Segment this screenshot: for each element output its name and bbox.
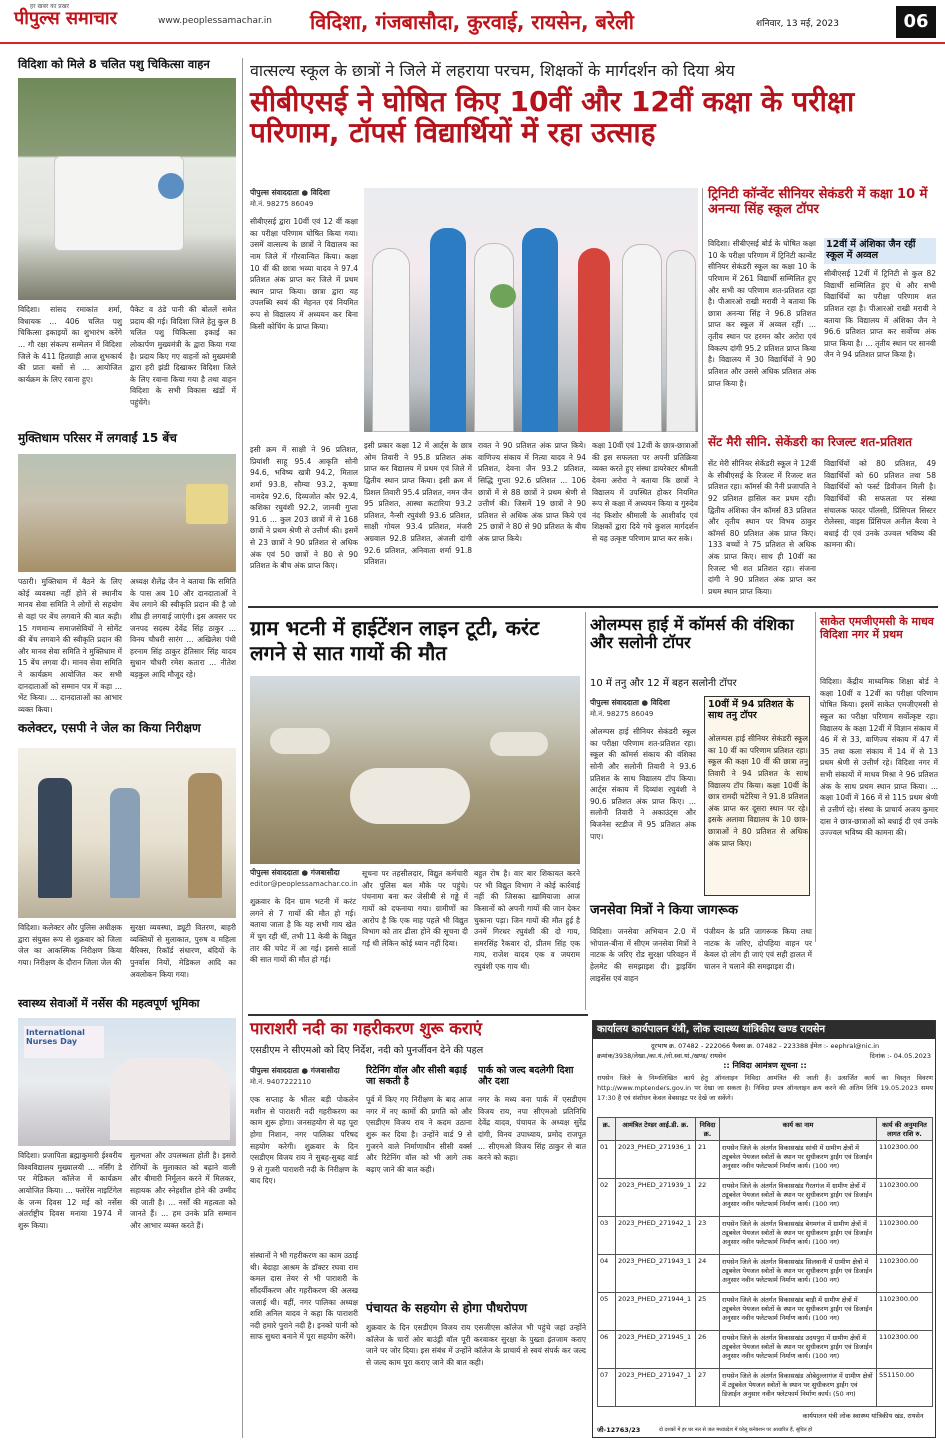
nurses-headline: स्वास्थ्य सेवाओं में नर्सेस की महत्वपूर्ण भूमिका <box>18 997 200 1010</box>
cell-tender-no: 21 <box>696 1141 720 1179</box>
tender-notice-text: रायसेन जिले के निम्नलिखित कार्य हेतु ऑनलाइन निविदा आमंत्रित की जाती हैं। उत्सर्जित कार्य का विस्तृत विवरण http://www.mptenders.gov.in पर देखा जा सकता है। निविदा प्रपत्र ऑनलाइन क्रय करने की अंतिम तिथि 19.05.2023 समय 17:30 है एवं संशोधन केवल वेबसाइट पर देखे जा सकेंगे। <box>597 1074 933 1103</box>
cell-work: रायसेन जिले के अंतर्गत विकासखंड बाड़ी में ग्रामीण क्षेत्रों में ट्यूबवेल पेयजल स्त्रोतों के स्थान पर सुधीकरण ड्राईंग एवं डिजाईन अनुसार नवीन फ्लेटफार्म निर्माण कार्य। (100 नग) <box>720 1293 877 1331</box>
tender-date: दिनांक :- 04.05.2023 <box>869 1052 931 1060</box>
cell-tender-id: 2023_PHED_271945_1 <box>616 1331 696 1369</box>
parashari-text-col1: एक सप्ताह के भीतर बड़ी पोकलेन मशीन से पाराशरी नदी गहरीकरण का काम शुरू होगा। जनसहयोग से यह पूरा होगा निशान, नगर पालिका परिषद सहयोग करेगी। शुक्रवार के दिन एसडीएम विजय राय ने सुबह-सुबह वार्ड 9 से गुजरी पाराशरी नदी के निरीक्षण के बाद दिए। <box>250 1095 358 1186</box>
main-text-col1: सीबीएसई द्वारा 10वीं एवं 12 वीं कक्षा का परीक्षा परिणाम घोषित किया गया। उसमें वात्सल्य के छात्रों ने विद्यालय का नाम जिले में गौरवान्वित किया। कक्षा 10 वीं की छात्रा भव्या यादव ने 97.4 प्रतिशत अंक प्राप्त कर जिले में प्रथम स्थान प्राप्त किया। छात्रा द्वारा यह उपलब्धि स्वयं की मेहनत एवं नियमित रूप से विद्यालय में अध्ययन कर बिना किसी कोचिंग के प्राप्त किया। <box>250 217 358 331</box>
tender-signature: कार्यपालन यंत्री लोक स्वास्थ्य यांत्रिकीय खंड, रायसेन <box>802 1412 924 1420</box>
issue-date: शनिवार, 13 मई, 2023 <box>756 19 839 29</box>
left-column-rule <box>242 58 243 1438</box>
tender-footer-code: जी-12763/23 <box>597 1426 641 1434</box>
main-byline: पीपुल्स संवाददाता ● विदिशा <box>250 188 330 197</box>
cattle-text-col2: सूचना पर तहसीलदार, विद्युत कर्मचारी और पुलिस बल मौके पर पहुंचे। पंचनामा बना कर जेसीबी से गड्ढे में गायों को दफनाया गया। ग्रामीणों का आरोप है कि एक माह पहले भी विद्युत विभाग को तार ढीला होने की सूचना दी गई थी लेकिन कोई ध्यान नहीं दिया। <box>362 869 468 948</box>
col-header: कार्य की अनुमानित लागत राशि रु. <box>877 1118 933 1141</box>
stmary-text-right: विद्यार्थियों को 80 प्रतिशत, 49 विद्यार्थियों को 60 प्रतिशत तथा 58 विद्यार्थियों को फर्स्ट डिवीजन मिली है। विद्यार्थियों की सफलता पर संस्था संचालक फादर पॉलसी, प्रिंसिपल सिस्टर रोलेस्सा, वाइस प्रिंसिपल अनील बैरवा ने बधाई दी एवं उनके उज्वल भविष्य की कामना की। <box>824 459 936 550</box>
cattle-byline: पीपुल्स संवाददाता ● गंजबासौदा <box>250 868 340 877</box>
left-column <box>18 58 236 1440</box>
masthead-tagline: हर खबर का प्रखर <box>30 3 70 10</box>
cell-tender-no: 24 <box>696 1255 720 1293</box>
olympus-sub-headline: 10 में तनु और 12 में बहन सलोनी टॉपर <box>590 678 737 689</box>
col-header: आमंत्रित टेण्डर आई.डी. क्र. <box>616 1118 696 1141</box>
newspaper-logo: पीपुल्स समाचार <box>14 8 117 29</box>
main-text-col4: रावत ने 90 प्रतिशत अंक प्राप्त किये। वाणिज्य संकाय में नित्या यादव ने 94 प्रतिशत, देवना जैन 93.2 प्रतिशत, सिद्धि गुप्ता 92.6 प्रतिशत ... 106 छात्रों में से 88 छात्रों ने प्रथम श्रेणी से उत्तीर्ण की। जिसमें 19 छात्रों ने 90 प्रतिशत से अधिक अंक प्राप्त किये एवं 25 छात्रों ने 80 से 90 प्रतिशत के बीच अंक प्राप्त किये। <box>478 441 586 543</box>
cell-cost: 1102300.00 <box>877 1293 933 1331</box>
col-header: कार्य का नाम <box>720 1118 877 1141</box>
student-figure <box>522 228 558 432</box>
olympus-text: ओलम्पस हाई सीनियर सेकंडरी स्कूल का परीक्षा परिणाम शत-प्रतिशत रहा। स्कूल की कॉमर्स संकाय की वंशिका सोनी और सलोनी तिवारी ने 93.6 प्रतिशत के साथ विद्यालय टॉप किया। आर्ट्स संकाय में दिव्यांश रघुवंशी ने 90.6 प्रतिशत अंक प्राप्त किए। ... सलोनी तिवारी ने अकाउंट्स और बिजनेस स्टडीज में 95 प्रतिशत अंक पाए। <box>590 727 696 841</box>
tender-notice-title: :: निविदा आमंत्रण सूचना :: <box>723 1061 807 1070</box>
tender-notice <box>592 1020 936 1438</box>
olympus-box <box>704 696 810 896</box>
trinity-rule <box>702 188 703 594</box>
olympus-mobile: मो.नं. 98275 86049 <box>590 710 654 718</box>
cell-tender-no: 22 <box>696 1179 720 1217</box>
table-row <box>598 1255 933 1293</box>
cell-tender-id: 2023_PHED_271939_1 <box>616 1179 696 1217</box>
parashari-text-col2: संस्थानों ने भी गहरीकरण का काम उठाई थी। बेदाहा आश्रम के डॉक्टर रघवा राम कमल दास तेयर से भी पाराशरी के सौंदर्यीकरण और गहरीकरण की अलख जलाई थी। वहीं, नगर पालिका अध्यक्ष शशि अनिल यादव ने कहा कि पाराशरी नदी हमारे पुराने नदी है। इनको पानी को साफ सुथरा बनाने में पूरा सहयोग करेंगे। <box>250 1251 358 1342</box>
officer-figure <box>110 788 140 898</box>
cell-cost: 551150.00 <box>877 1369 933 1407</box>
cell-tender-no: 26 <box>696 1331 720 1369</box>
trinity-headline: ट्रिनिटी कॉन्वेंट सीनियर सेकंडरी में कक्षा 10 में अनन्या सिंह स्कूल टॉपर <box>708 187 928 217</box>
parashari-sub1-title: रिटेनिंग वॉल और सीसी बढ़ाई जा सकती है <box>366 1065 467 1087</box>
tender-title: कार्यालय कार्यपालन यंत्री, लोक स्वास्थ्य यांत्रिकीय खण्ड रायसेन <box>593 1021 935 1039</box>
jansewa-headline: जनसेवा मित्रों ने किया जागरूक <box>590 903 738 918</box>
section-rule-2 <box>248 1014 588 1016</box>
cell-tender-id: 2023_PHED_271947_1 <box>616 1369 696 1407</box>
vehicle-shape <box>54 156 184 251</box>
cell-sno: 01 <box>598 1141 616 1179</box>
nurses-group <box>110 1058 230 1140</box>
stmary-headline: सेंट मैरी सीनि. सेकेंडरी का रिजल्ट शत-प्रतिशत <box>708 435 913 449</box>
cell-sno: 07 <box>598 1369 616 1407</box>
parashari-sub3-text: शुक्रवार के दिन एसडीएम विजय राय एसजीएस कॉलेज भी पहुंचे जहां उन्होंने कॉलेज के चारों ओर बाउंड्री वॉल पूरी करवाकर सुरक्षा के पुख्ता इंतजाम कराए जाने पर जोर दिया। इस संबंध में उन्होंने कॉलेज के प्राचार्य से स्वयं संपर्क कर जल्द से जल्द काम पूरा कराए जाने की बात कही। <box>366 1323 586 1367</box>
officer-figure <box>188 773 222 898</box>
parashari-sub-headline: एसडीएम ने सीएमओ को दिए निर्देश, नदी को पुनर्जीवन देने की पहल <box>250 1045 484 1056</box>
cell-sno: 05 <box>598 1293 616 1331</box>
parashari-byline: पीपुल्स संवाददाता ● गंजबासौदा <box>250 1066 340 1075</box>
section-cities: विदिशा, गंजबासौदा, कुरवाई, रायसेन, बरेली <box>310 10 634 34</box>
cell-tender-id: 2023_PHED_271936_1 <box>616 1141 696 1179</box>
cell-work: रायसेन जिले के अंतर्गत विकासखंड सांची में ग्रामीण क्षेत्रों में ट्यूबवेल पेयजल स्त्रोतों के स्थान पर सुधीकरण ड्राईंग एवं डिजाईन अनुसार नवीन फ्लेटफार्म निर्माण कार्य। (100 नग) <box>720 1141 877 1179</box>
tender-footer-slogan: दो दशकों में हर घर नल से जल मध्यप्रदेश में घरेलू कनेक्शन पर आधारित हैं, सूचित हो <box>659 1427 813 1433</box>
mukti-photo <box>18 454 236 572</box>
tender-table <box>597 1117 933 1407</box>
nun-figure <box>474 243 514 432</box>
cattle-headline: ग्राम भटनी में हाईटेंशन लाइन टूटी, करंट लगने से सात गायों की मौत <box>250 616 540 665</box>
nun-figure <box>372 248 410 432</box>
olympus-byline: पीपुल्स संवाददाता ● विदिशा <box>590 698 670 707</box>
nun-figure <box>666 250 696 432</box>
vehicles-photo <box>18 78 236 300</box>
cell-work: रायसेन जिले के अंतर्गत विकासखंड गैरतगंज में ग्रामीण क्षेत्रों में ट्यूबवेल पेयजल स्त्रोतों के स्थान पर सुधीकरण ड्राईंग एवं डिजाईन अनुसार नवीन फ्लेटफार्म निर्माण कार्य। (100 नग) <box>720 1179 877 1217</box>
trinity-text-left: विदिशा। सीबीएसई बोर्ड के घोषित कक्षा 10 के परीक्षा परिणाम में ट्रिनिटी कान्वेंट सीनियर सेकंडरी स्कूल का कक्षा 10 के परिणाम में 261 विद्यार्थी सम्मिलित हुए और सभी का परिणाम शत-प्रतिशत रहा है। पीआरओ राखी मरावी ने बताया कि छात्रा अनन्या सिंह ने 96.8 प्रतिशत प्राप्त कर स्कूल में अव्वल रहीं। ... तृतीय स्थान पर हरमन कौर अरोरा एवं विकल्प दांगी 95.2 प्रतिशत प्राप्त किया है। विद्यालय में 30 विद्यार्थियों ने 90 प्रतिशत और उससे अधिक प्रतिशत अंक प्राप्त किया है। <box>708 239 816 388</box>
page-number: 06 <box>896 6 936 38</box>
cell-cost: 1102300.00 <box>877 1217 933 1255</box>
saket-headline: साकेत एमजीएमसी के माधव विदिशा नगर में प्रथम <box>820 615 934 641</box>
main-kicker: वात्सल्य स्कूल के छात्रों ने जिले में लहराया परचम, शिक्षकों के मार्गदर्शन को दिया श्रेय <box>250 61 735 80</box>
trinity-text-right: सीबीएसई 12वीं में ट्रिनिटी से कुल 82 विद्यार्थी सम्मिलित हुए थे और सभी विद्यार्थियों का परीक्षा परिणाम शत प्रतिशत रहा है। पीआरओ राखी मरावी ने बताया कि विद्यालय में अंशिका जैन ने 96.6 प्रतिशत प्राप्त कर सर्वोच्च अंक प्राप्त किया है। ... तृतीय स्थान पर सानवी जैन ने 94 प्रतिशत प्राप्त किया है। <box>824 269 936 360</box>
parashari-sub3-title: पंचायत के सहयोग से होगा पौधरोपण <box>366 1301 528 1315</box>
table-row <box>598 1293 933 1331</box>
tender-contact: दूरभाष क्र. 07482 - 222066 फैक्स क्र. 07482 - 223388 ईमेल :- eephral@nic.in <box>650 1042 880 1050</box>
cell-cost: 1102300.00 <box>877 1255 933 1293</box>
cattle-rule <box>585 612 586 1010</box>
jansewa-text-right: पंजीयन के प्रति जागरूक किया तथा नाटक के जरिए, दोपहिया वाहन पर केवल दो लोग ही जाएं एवं सही हालत में चालन ने चलाने की समझाइश दी। <box>704 927 812 971</box>
cell-work: रायसेन जिले के अंतर्गत विकासखंड उदयपुरा में ग्रामीण क्षेत्रों में ट्यूबवेल पेयजल स्त्रोतों के स्थान पर सुधीकरण ड्राईंग एवं डिजाईन अनुसार नवीन फ्लेटफार्म निर्माण कार्य। (100 नग) <box>720 1331 877 1369</box>
vehicle-logo <box>158 173 184 199</box>
col-header: निविदा क्र. <box>696 1118 720 1141</box>
cell-cost: 1102300.00 <box>877 1179 933 1217</box>
olympus-box-text: ओलम्पस हाई सीनियर सेकंडरी स्कूल का 10 वीं का परिणाम प्रतिशत रहा। स्कूल की कक्षा 10 वीं की छात्रा तनु तिवारी ने 94 प्रतिशत के साथ विद्यालय टॉप किया। कक्षा 10वीं के छात्र रामदी चटेरिया ने 91.8 प्रतिशत अंक प्राप्त कर दूसरा स्थान पर रहे। इसके अलावा विद्यालय के 10 छात्र-छात्राओं ने 80 प्रतिशत से अधिक अंक प्राप्त किए। <box>708 734 808 848</box>
main-text-col3: इसी प्रकार कक्षा 12 में आर्ट्स के छात्र ओम तिवारी ने 95.8 प्रतिशत अंक प्राप्त कर विद्यालय में प्रथम एवं जिले में द्वितीय स्थान प्राप्त किया। इसी क्रम में प्रिशल तिवारी 95.4 प्रतिशत, नमन जैन 95 प्रतिशत, आस्था कटारिया 93.2 प्रतिशत, नैन्सी रघुवंशी 93.6 प्रतिशत, साक्षी गोयल 93.4 प्रतिशत, मंजरी अग्रवाल 92.8 प्रतिशत, अंजली दांगी 92.6 प्रतिशत, अनिवाता शर्मा 91.8 प्रतिशत। <box>364 441 472 567</box>
cow-shape <box>270 728 330 754</box>
cell-sno: 02 <box>598 1179 616 1217</box>
nurses-day-banner: International Nurses Day <box>24 1026 104 1058</box>
main-mobile: मो.नं. 98275 86049 <box>250 200 314 208</box>
mukti-banner <box>186 484 228 524</box>
bouquet-icon <box>490 284 516 308</box>
cell-tender-no: 23 <box>696 1217 720 1255</box>
jail-text-right: सुरक्षा व्यवस्था, ड्यूटी वितरण, बाहरी व्यक्तियों से मुलाकात, पुरुष व महिला बैरिक्स, रिकॉर्ड संधारण, बंदियों के पुनर्वास नियों, मेडिकल आदि का अवलोकन किया गया। <box>130 923 236 979</box>
jail-text-left: विदिशा। कलेक्टर और पुलिस अधीक्षक द्वारा संयुक्त रूप से शुक्रवार को जिला जेल का आकस्मिक निरीक्षण किया गया। निरीक्षण के दौरान जिला जेल की <box>18 923 122 967</box>
vehicles-text-left: विदिशा। सांसद रमाकांत शर्मा, विधायक ... 406 चलित पशु चिकित्सा इकाइयों का शुभारंभ करेंगे ... गौ रक्षा संकल्प सम्मेलन में विदिशा जिले के 411 हितग्राही आज शुभकार्य की प्रातः बसों से ... आयोजित कार्यक्रम के लिए रवाना हुए। <box>18 305 122 384</box>
cell-work: रायसेन जिले के अंतर्गत विकासखंड सिलवानी में ग्रामीण क्षेत्रों में ट्यूबवेल पेयजल स्त्रोतों के स्थान पर सुधीकरण ड्राईंग एवं डिजाईन अनुसार नवीन फ्लेटफार्म निर्माण कार्य। (100 नग) <box>720 1255 877 1293</box>
main-headline: सीबीएसई ने घोषित किए 10वीं और 12वीं कक्षा के परीक्षा परिणाम, टॉपर्स विद्यार्थियों में रहा उत्साह <box>250 85 855 150</box>
parashari-headline: पाराशरी नदी का गहरीकरण शुरू कराएं <box>250 1019 483 1038</box>
section-rule <box>248 606 938 608</box>
cattle-email[interactable]: editor@peoplessamachar.co.in <box>250 880 358 888</box>
olympus-headline: ओलम्पस हाई में कॉमर्स की वंशिका और सलोनी टॉपर <box>590 615 794 653</box>
cell-cost: 1102300.00 <box>877 1331 933 1369</box>
cell-tender-id: 2023_PHED_271943_1 <box>616 1255 696 1293</box>
officer-figure <box>38 778 72 898</box>
olympus-box-title: 10वीं में 94 प्रतिशत के साथ तनु टॉपर <box>708 699 794 721</box>
stmary-text-left: सेंट मेरी सीनियर सेकेंडरी स्कूल ने 12वीं के सीबीएसई के रिजल्ट में रिजल्ट शत प्रतिशत रहा। कॉमर्स की नैनी प्रजापति ने 92 प्रतिशत हासिल कर प्रथम रही। द्वितीय अंशिका जैन कॉमर्स 83 प्रतिशत और तृतीय स्थान पर विभव ठाकुर कॉमर्स 80 प्रतिशत अंक प्राप्त किए। 133 बच्चों ने 75 प्रतिशत से अधिक अंक प्राप्त किए। साथ ही 10वीं का रिजल्ट भी शत प्रतिशत रहा। संजना दांगी ने 90 प्रतिशत अंक प्राप्त कर प्रथम स्थान प्राप्त किया। <box>708 459 816 596</box>
table-row <box>598 1369 933 1407</box>
cattle-text-col1: शुक्रवार के दिन ग्राम भटनी में करंट लगने से 7 गायों की मौत हो गई। बताया जाता है कि यह सभी गाय खेत में चुग रही थीं, तभी 11 केवी के विद्युत तार की चपेट में आ गई। इससे सातों की सात गायों की मौत हो गई। <box>250 897 356 965</box>
jansewa-text-left: विदिशा। जनसेवा अभियान 2.0 में भोपाल-बीना में सीएम जनसेवा मित्रों ने नाटक के जरिए रोड सुरक्षा परिवहन में हेलमेट की समझाइश दी। ड्राइविंग लाइसेंस एवं वाहन <box>590 927 696 983</box>
parashari-sub2-title: पार्क को जल्द बदलेगी दिशा और दशा <box>478 1065 574 1087</box>
cell-tender-no: 25 <box>696 1293 720 1331</box>
tender-table-header <box>598 1118 933 1141</box>
cattle-text-col3: बहुत रोष है। वार बार शिकायत करने पर भी विद्युत विभाग ने कोई कार्रवाई नहीं की जिसका खामियाजा आज किसानों को अपनी गायों की जान देकर चुकाना पड़ा। जिन गायों की मौत हुई है उनमें गिरधर रघुवंशी की दो गाय, समरसिंह रैकवार दो, प्रीतम सिंह एक गाय, राजेश यादव एक व जयराम रघुवंशी एक गाय थी। <box>474 869 580 971</box>
cell-cost: 1102300.00 <box>877 1141 933 1179</box>
main-text-col2: इसी क्रम में साक्षी ने 96 प्रतिशत, प्रियांशी साहू 95.4 आकृति सोनी 94.6, भविष्य खत्री 94.2, मिताल शर्मा 93.8, सौम्या 93.2, कृष्णा नामदेव 92.6, दिव्यजोत कौर 92.4, कशिका रघुवंशी 92.2, जानवी गुप्ता 91.6 ... कुल 203 छात्रों में से 168 छात्रों ने प्रथम श्रेणी से उत्तीर्ण की। इसमें से 23 छात्रों ने 90 प्रतिशत से अधिक अंक एवं 50 छात्रों ने 80 से 90 प्रतिशत के बीच अंक प्राप्त किए। <box>250 445 358 571</box>
mukti-text-left: पठारी। मुक्तिधाम में बैठने के लिए कोई व्यवस्था नहीं होने से स्थानीय मानव सेवा समिति ने लोगों से सहयोग से वहां पर बेंच लगवाने की बात कही। 15 गणमान्य समाजसेवियों ने सोमेंट की बेंच लगवाने की स्वीकृति प्रदान की और मानव सेवा समिति ने मुक्तिधाम में 15 बेंच लगवा दी। मानव सेवा समिति ने कार्यक्रम आयोजित कर सभी दानदाताओं को सम्मान पत्र में कहा ... भेंट किया। ... दानदाताओं का आभार व्यक्त किया। <box>18 577 122 714</box>
table-row <box>598 1179 933 1217</box>
cell-sno: 06 <box>598 1331 616 1369</box>
vehicles-headline: विदिशा को मिले 8 चलित पशु चिकित्सा वाहन <box>18 57 210 71</box>
jail-headline: कलेक्टर, एसपी ने जेल का किया निरीक्षण <box>18 721 201 735</box>
parashari-mobile: मो.नं. 9407222110 <box>250 1078 312 1086</box>
cow-shape <box>490 732 548 756</box>
cell-sno: 03 <box>598 1217 616 1255</box>
saket-rule <box>815 612 816 942</box>
cell-sno: 04 <box>598 1255 616 1293</box>
nurses-text-right: सुलभता और उपलब्धता होती है। इसरो रोगियों के मुलाकात को बढ़ाने वाली और बीमारी निर्मूलन करने में मिलकर, सहायक और स्नेहशील होने की उम्मीद की जाती है। ... नर्सों की महत्वता को जानते हैं। ... हम उनके प्रति सम्मान और आभार व्यक्त करते हैं। <box>130 1151 236 1230</box>
nurses-photo <box>18 1018 236 1146</box>
table-row <box>598 1217 933 1255</box>
table-row <box>598 1331 933 1369</box>
nurses-text-left: विदिशा। प्रजापिता ब्रह्माकुमारी ईश्वरीय विश्वविद्यालय मुख्यालयी ... नर्सिंग डे पर मेडिकल कॉलेज में कार्यक्रम आयोजित किया। ... फ्लोरेंस नाइटिंगेल के जन्म दिवस 12 मई को नर्सेस अंतर्राष्ट्रीय दिवस मनाया 1974 में शुरू किया। <box>18 1151 122 1230</box>
student-figure <box>430 228 466 432</box>
col-header: क्र. <box>598 1118 616 1141</box>
parashari-sub2-text: नगर के मध्य बना पार्क में एसडीएम विजय राय, नपा सीएमओ प्रतिनिधि देवेंद्र यादव, पंचायत के अध्यक्ष सुरेंद्र दांगी, विनय उपाध्याय, प्रमोद राजपूत ... सीएमओ विजय सिंह ठाकुर से बात करने को कहा। <box>478 1095 586 1163</box>
parashari-sub1-text: पूर्व में किए गए निरीक्षण के बाद आज नगर में नए कामों की प्रगति को और एसडीएम विजय राय ने कदम उठाना शुरू कर दिया है। उन्होंने वार्ड 9 से गुजरने वाले निर्माणाधीन सीसी वर्क्स और रिटेनिंग वॉल को भी आगे तक बढ़ाए जाने की बात कही। <box>366 1095 472 1174</box>
mukti-text-right: अध्यक्ष शैलेंद्र जैन ने बताया कि समिति के पास अब 10 और दानदाताओं ने बेंच लगाने की स्वीकृति प्रदान की है जो शीघ्र ही लगवाई जाएंगी। इस अवसर पर जनपद सदस्य देवेंद्र सिंह ठाकुर ... विनय चौधरी सारंग ... अखिलेश पंथी हरनाम सिंह ठाकुर हेतिसार सिंह यादव सुधान चौधरी रमेश कतारा ... नीतेश बड़कुल आदि मौजूद रहे। <box>130 577 236 679</box>
cell-work: रायसेन जिले के अंतर्गत विकासखंड बेगमगंज में ग्रामीण क्षेत्रों में ट्यूबवेल पेयजल स्त्रोतों के स्थान पर सुधीकरण ड्राईंग एवं डिजाईन अनुसार नवीन फ्लेटफार्म निर्माण कार्य। (100 नग) <box>720 1217 877 1255</box>
tender-ref: क्रमांक/3938/लेखा./का.यं./लो.स्वा.यां./खण्ड/ रायसेन <box>597 1052 726 1060</box>
saket-text: विदिशा। केंद्रीय माध्यमिक शिक्षा बोर्ड ने कक्षा 10वीं व 12वीं का परीक्षा परिणाम घोषित किया। इसमें साकेत एमजीएमसी से स्कूल का परीक्षा परिणाम सर्वोत्कृष्ट रहा। विद्यालय के कक्षा 12वीं में विज्ञान संकाय में 46 में से 33, वाणिज्य संकाय में 47 में 35 तथा कला संकाय में 14 में से 13 प्रथम श्रेणी से उत्तीर्ण रहे। विदिशा नगर में सभी संकायों में माधव मिश्रा ने 96 प्रतिशत अंक के साथ प्रथम स्थान प्राप्त किया। ... कक्षा 10वीं में 166 में से 115 प्रथम श्रेणी से उत्तीर्ण रहे। संस्था के प्राचार्य अजय कुमार दास ने छात्र-छात्राओं को बधाई दी एवं उनके उज्ज्वल भविष्य की कामना की। <box>820 677 938 838</box>
table-row <box>598 1141 933 1179</box>
cow-shape <box>350 768 470 824</box>
vehicles-text-right: पैकेट व ठंडे पानी की बोतलें समेत प्रदाय की गई। विदिशा जिले हेतु कुल 8 चलित पशु चिकित्सा इकाई का लोकार्पण मुख्यमंत्री के द्वारा किया गया है। प्रदाय किए गए वाहनों को मुख्यमंत्री द्वारा हरी झंडी दिखाकर विदिशा जिले के लिए रवाना किया गया है तथा वाहन विदिशा के सभी विकास खंडों में पहुंचेंगे। <box>130 305 236 407</box>
website-link[interactable]: www.peoplessamachar.in <box>158 16 272 26</box>
masthead <box>0 0 945 44</box>
cell-tender-id: 2023_PHED_271944_1 <box>616 1293 696 1331</box>
cell-tender-id: 2023_PHED_271942_1 <box>616 1217 696 1255</box>
jail-photo <box>18 748 236 918</box>
tender-table-wrap <box>597 1117 933 1407</box>
cell-work: रायसेन जिले के अंतर्गत विकासखंड ओबेदुल्लागंज में ग्रामीण क्षेत्रों में ट्यूबवेल पेयजल स्त्रोतों के स्थान पर सुधीकरण ड्राईंग एवं डिजाईन अनुसार नवीन फ्लेटफार्म निर्माण कार्य। (50 नग) <box>720 1369 877 1407</box>
trinity-sub-headline: 12वीं में अंशिका जैन रहीं स्कूल में अव्वल <box>824 238 936 264</box>
nun-figure <box>622 244 662 432</box>
mukti-headline: मुक्तिधाम परिसर में लगवाईं 15 बेंच <box>18 431 177 445</box>
cattle-photo <box>250 676 580 864</box>
main-text-col5: कक्षा 10वीं एवं 12वीं के छात्र-छात्राओं की इस सफलता पर अपनी प्रतिक्रिया व्यक्त करते हुए संस्था डायरेक्टर श्रीमती देवना अरोरा ने बताया कि छात्रों ने विद्यालय में उपस्थित होकर नियमित रूप से कक्षा में अध्ययन किया व गुरुदेव नंद किशोर श्रीमाली के आशीर्वाद एवं शिक्षकों द्वारा दिये गये कुशल मार्गदर्शन से यह उत्कृष्ट परिणाम प्राप्त कर सके। <box>592 441 698 543</box>
main-photo-students <box>364 188 698 432</box>
student-figure <box>578 248 610 432</box>
cell-tender-no: 27 <box>696 1369 720 1407</box>
